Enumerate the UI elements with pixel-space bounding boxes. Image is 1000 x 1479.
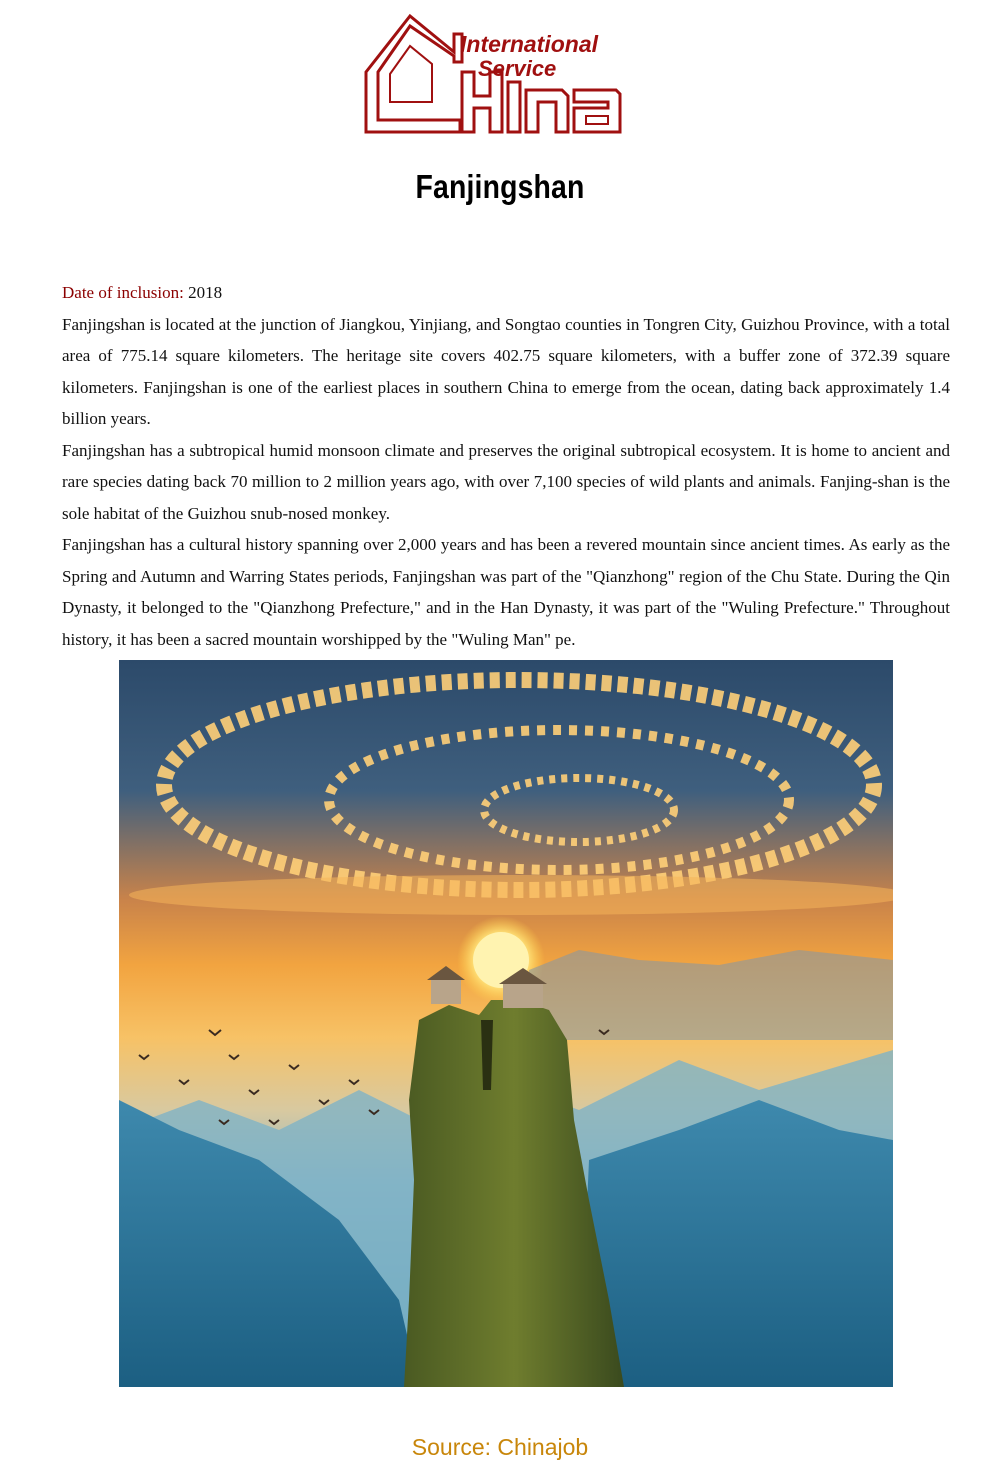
international-service-china-logo xyxy=(362,12,628,140)
fanjingshan-photo xyxy=(119,660,893,1387)
logo-line1: International xyxy=(460,31,599,57)
inclusion-line xyxy=(62,277,950,309)
logo-line2: Service xyxy=(478,56,557,81)
source-credit: Source: Chinajob xyxy=(411,1434,589,1460)
paragraph-history: Fanjingshan has a cultural history spanning over 2,000 years and has been a revered mountain since ancient times. As early as the Spring and Autumn and Warring States periods, Fanjingshan was part of the "Qianzhong" region of the Chu State. During the Qin Dynasty, it belonged to the "Qianzhong Prefecture," and in the Han Dynasty, it was part of the "Wuling Prefecture." Throughout history, it has been a sacred mountain worshipped by the "Wuling Man" pe. xyxy=(62,535,950,649)
inclusion-label: Date of inclusion: xyxy=(62,283,184,302)
inclusion-value: 2018 xyxy=(188,283,223,302)
page-title: Fanjingshan xyxy=(415,168,585,205)
paragraph-location: Fanjingshan is located at the junction of Jiangkou, Yinjiang, and Songtao counties in Tongren City, Guizhou Province, with a total area of 775.14 square kilometers. The heritage site covers 402.75 square kilometers, with a buffer zone of 372.39 square kilometers. Fanjingshan is one of the earliest places in southern China to emerge from the ocean, dating back approximately 1.4 billion years. xyxy=(62,314,950,428)
paragraph-climate: Fanjingshan has a subtropical humid monsoon climate and preserves the original subtropical ecosystem. It is home to ancient and rare species dating back 70 million to 2 million years ago, with over 7,100 species of wild plants and animals. Fanjing-shan is the sole habitat of the Guizhou snub-nosed monkey. xyxy=(62,440,950,523)
article-body xyxy=(62,277,950,655)
